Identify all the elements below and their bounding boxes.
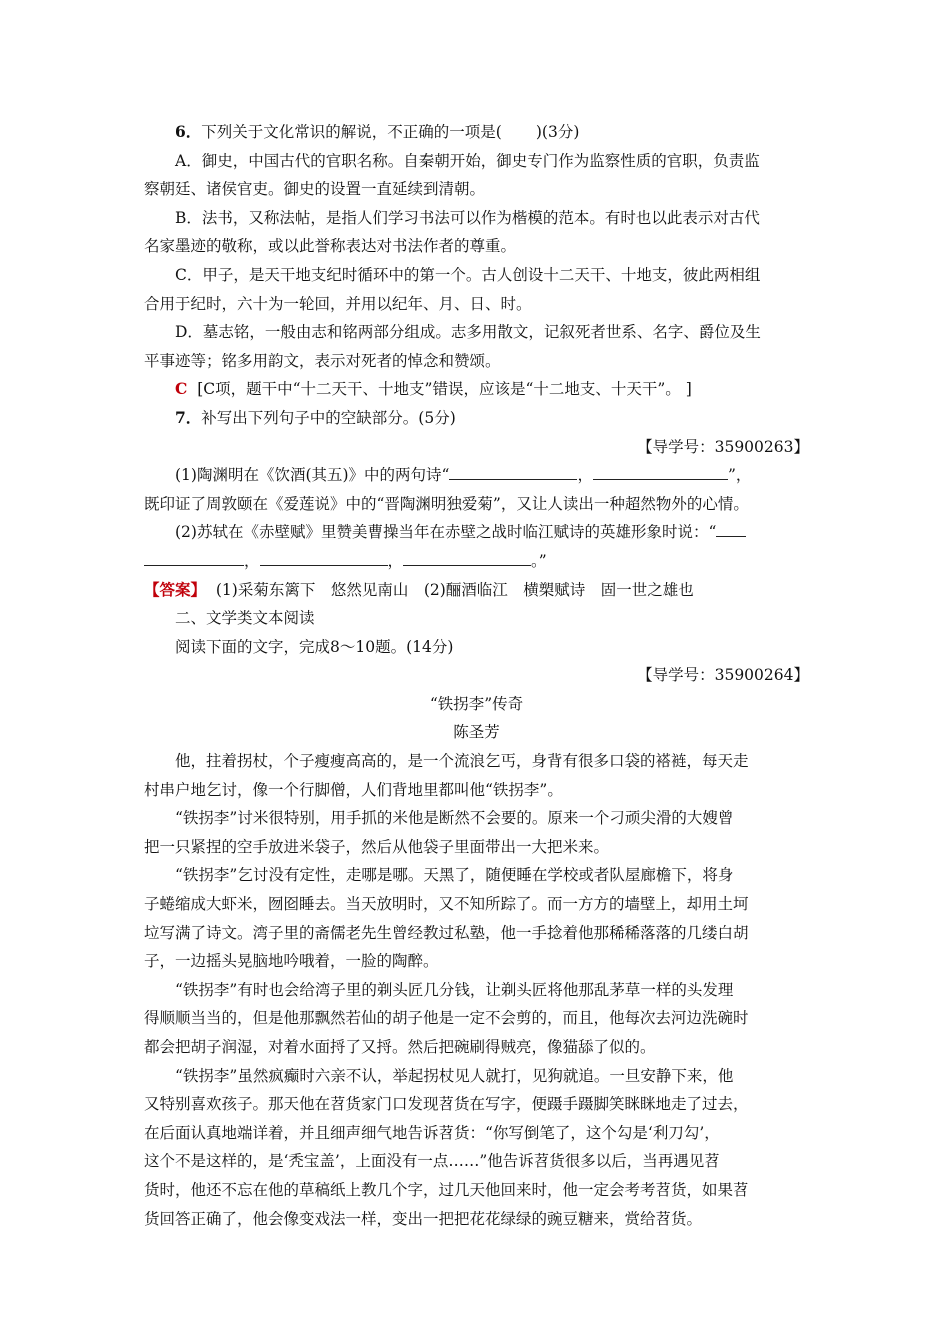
q7-blank-3a[interactable]	[716, 518, 746, 537]
story-line: 在后面认真地端详着，并且细声细气地告诉苕货：“你写倒笔了，这个勾是‘利刀勾’，	[144, 1123, 720, 1142]
q7-answer-tag: 【答案】	[144, 579, 207, 599]
story-line: 货时，他还不忘在他的草稿纸上教几个字，过几天他回来时，他一定会考考苕货，如果苕	[144, 1180, 749, 1199]
story-line: “铁拐李”讨米很特别，用手抓的米他是断然不会要的。原来一个刁顽尖滑的大嫂曾	[175, 809, 734, 828]
story-line: 垃写满了诗文。湾子里的斋儒老先生曾经教过私塾，他一手捻着他那稀稀落落的几缕白胡	[144, 923, 749, 942]
q7-blank-3b[interactable]	[144, 547, 244, 566]
q7-guide-number: 【导学号：35900263】	[637, 437, 809, 456]
story-line: 又特别喜欢孩子。那天他在苕货家门口发现苕货在写字，便蹑手蹑脚笑眯眯地走了过去，	[144, 1095, 749, 1114]
q6-option-c-line2: 合用于纪时，六十为一轮回，并用以纪年、月、日、时。	[144, 294, 532, 313]
story-line: 得顺顺当当的，但是他那飘然若仙的胡子他是一定不会剪的，而且，他每次去河边洗碗时	[144, 1009, 749, 1028]
q7-stem-text: 补写出下列句子中的空缺部分。(5分)	[201, 408, 456, 427]
q7-answer	[144, 576, 809, 605]
q7-stem	[144, 404, 809, 433]
story-line: 这个不是这样的，是‘秃宝盖’，上面没有一点……”他告诉苕货很多以后，当再遇见苕	[144, 1152, 720, 1171]
q7-part2-line2	[144, 547, 809, 576]
story-line: “铁拐李”有时也会给湾子里的剃头匠几分钱，让剃头匠将他那乱茅草一样的头发理	[175, 980, 734, 999]
q7-blank-1[interactable]	[449, 461, 577, 480]
section-instruction: 阅读下面的文字，完成8～10题。(14分)	[175, 637, 454, 656]
q6-option-c-line1: C．甲子，是天干地支纪时循环中的第一个。古人创设十二天干、十地支，彼此两相组	[175, 265, 761, 284]
q7-blank-4[interactable]	[260, 547, 388, 566]
document-page	[144, 118, 809, 1233]
q6-option-d-line1: D．墓志铭，一般由志和铭两部分组成。志多用散文，记叙死者世系、名字、爵位及生	[175, 323, 761, 342]
q7-close-quote: 。”	[531, 551, 547, 570]
q7-answer-text: (1)采菊东篱下 悠然见南山 (2)酾酒临江 横槊赋诗 固一世之雄也	[215, 580, 694, 599]
story-line: 把一只紧捏的空手放进米袋子，然后从他袋子里面带出一大把米来。	[144, 837, 610, 856]
q7-comma: ，	[577, 466, 593, 485]
q7-part1-line1	[144, 461, 809, 490]
q7-blank-2[interactable]	[593, 461, 728, 480]
story-line: 他，拄着拐杖，个子瘦瘦高高的，是一个流浪乞丐，身背有很多口袋的褡裢，每天走	[175, 752, 749, 771]
story-line: 村串户地乞讨，像一个行脚僧，人们背地里都叫他“铁拐李”。	[144, 780, 563, 799]
q6-answer-explanation: [C项，题干中“十二天干、十地支”错误，应该是“十二地支、十天干”。 ]	[197, 380, 692, 399]
story-line: 子，一边摇头晃脑地吟哦着，一脸的陶醉。	[144, 952, 439, 971]
q7-part1-line2: 既印证了周敦颐在《爱莲说》中的“晋陶渊明独爱菊”，又让人读出一种超然物外的心情。	[144, 494, 749, 513]
q7-number: 7．	[175, 407, 202, 427]
q6-option-b-line1: B．法书，又称法帖，是指人们学习书法可以作为楷模的范本。有时也以此表示对古代	[175, 208, 760, 227]
q7-blank-5[interactable]	[403, 547, 531, 566]
q6-number: 6．	[175, 122, 202, 141]
story-line: 货回答正确了，他会像变戏法一样，变出一把把花花绿绿的豌豆糖来，赏给苕货。	[144, 1209, 703, 1228]
section-heading: 二、文学类文本阅读	[175, 609, 315, 628]
q6-stem-text: 下列关于文化常识的解说，不正确的一项是(	[201, 123, 502, 141]
story-line: 子蜷缩成大虾米，囫囵睡去。当天放明时，又不知所踪了。而一方方的墙壁上，却用土坷	[144, 895, 749, 914]
story-title: “铁拐李”传奇	[429, 694, 524, 713]
q6-answer-letter: C	[175, 379, 188, 399]
q6-option-b-line2: 名家墨迹的敬称，或以此誉称表达对书法作者的尊重。	[144, 237, 517, 256]
q7-comma: ，	[387, 551, 404, 570]
q6-option-a-line1: A．御史，中国古代的官职名称。自秦朝开始，御史专门作为监察性质的官职，负责监	[175, 151, 760, 170]
story-line: “铁拐李”虽然疯癫时六亲不认，举起拐杖见人就打，见狗就追。一旦安静下来，他	[175, 1066, 734, 1085]
q6-stem	[144, 118, 809, 147]
story-line: 都会把胡子润湿，对着水面捋了又捋。然后把碗刷得贼亮，像猫舔了似的。	[144, 1038, 656, 1056]
q6-answer	[144, 375, 809, 404]
q7-part2-line1	[144, 518, 809, 547]
story-line: “铁拐李”乞讨没有定性，走哪是哪。天黑了，随便睡在学校或者队屋廊檐下，将身	[175, 866, 734, 885]
story-author: 陈圣芳	[453, 723, 500, 742]
q6-option-d-line2: 平事迹等；铭多用韵文，表示对死者的悼念和赞颂。	[144, 351, 501, 370]
q6-stem-score: )(3分)	[535, 123, 580, 141]
q7-comma: ，	[244, 551, 260, 570]
q7-part1-text: (1)陶渊明在《饮酒(其五)》中的两句诗“	[175, 466, 450, 485]
section-guide-number: 【导学号：35900264】	[637, 666, 809, 685]
q7-close-quote: ”，	[728, 466, 752, 485]
q7-part2-text: (2)苏轼在《赤壁赋》里赞美曹操当年在赤壁之战时临江赋诗的英雄形象时说：“	[175, 523, 717, 542]
q6-option-a-line2: 察朝廷、诸侯官吏。御史的设置一直延续到清朝。	[144, 180, 486, 199]
